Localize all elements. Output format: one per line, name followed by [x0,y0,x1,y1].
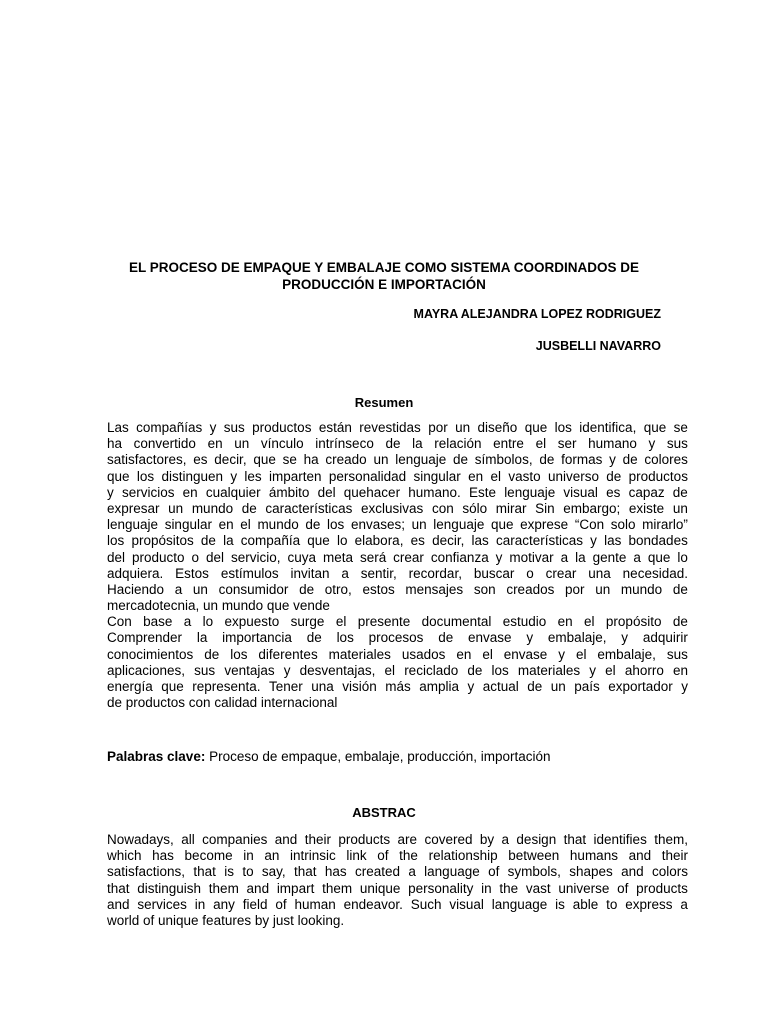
text-line: lenguaje singular en el mundo de los envases; un lenguaje que exprese “Con solo mirarlo” [107,517,688,533]
text-line: Haciendo a un consumidor de otro, estos mensajes son creados por un mundo de [107,581,688,597]
text-line: que los distinguen y les imparten personalidad singular en el vasto universo de productos [107,468,688,484]
text-line: conocimientos de los diferentes materiales usados en el envase y el embalaje, sus [107,646,688,662]
abstract-paragraph [107,832,688,929]
text-line: los propósitos de la compañía que lo elabora, es decir, las características y las bondades [107,533,688,549]
resumen-paragraph [107,420,688,711]
text-line: Comprender la importancia de los procesos de envase y embalaje, y adquirir [107,630,688,646]
text-line: world of unique features by just looking. [107,912,345,928]
keywords-text: Proceso de empaque, embalaje, producción, importación [205,749,551,764]
paper-title-line: PRODUCCIÓN E IMPORTACIÓN [282,277,486,292]
text-line: which has become in an intrinsic link of the relationship between humans and their [107,848,688,864]
text-line: y servicios en cualquier ámbito del quehacer humano. Este lenguaje visual es capaz de [107,484,688,500]
text-line: del producto o del servicio, cuya meta será crear confianza y motivar a la gente a que lo [107,549,688,565]
text-line: ha convertido en un vínculo intrínseco de la relación entre el ser humano y sus [107,436,688,452]
text-line: de productos con calidad internacional [107,695,338,711]
text-line: Las compañías y sus productos están revestidas por un diseño que los identifica, que se [107,420,688,435]
text-line: expresar un mundo de características exclusivas con sólo mirar Sin embargo; existe un [107,500,688,516]
text-line: that distinguish them and impart them unique personality in the vast universe of products [107,880,688,896]
text-line: energía que representa. Tener una visión más amplia y actual de un país exportador y [107,679,688,694]
paper-title-line: EL PROCESO DE EMPAQUE Y EMBALAJE COMO SISTEMA COORDINADOS DE [128,260,640,275]
text-line: satisfactions, that is to say, that has created a language of symbols, shapes and colors [107,864,688,880]
resumen-heading: Resumen [354,395,414,410]
paper-title [100,259,668,293]
abstract-heading: ABSTRAC [352,805,416,820]
text-line: satisfactores, es decir, que se ha creado un lenguaje de símbolos, de formas y de colores [107,452,688,468]
keywords-label: Palabras clave: [107,749,206,764]
author-name: JUSBELLI NAVARRO [535,339,661,353]
text-line: Con base a lo expuesto surge el presente documental estudio en el propósito de [107,614,688,630]
text-line: adquiera. Estos estímulos invitan a sentir, recordar, buscar o crear una necesidad. [107,565,688,581]
keywords [107,749,551,765]
author-name: MAYRA ALEJANDRA LOPEZ RODRIGUEZ [413,307,661,321]
text-line: aplicaciones, sus ventajas y desventajas, el reciclado de los materiales y el ahorro en [107,662,688,678]
text-line: mercadotecnia, un mundo que vende [107,598,330,614]
text-line: and services in any field of human endeavor. Such visual language is able to express a [107,896,688,912]
text-line: Nowadays, all companies and their products are covered by a design that identifies them, [107,832,688,847]
